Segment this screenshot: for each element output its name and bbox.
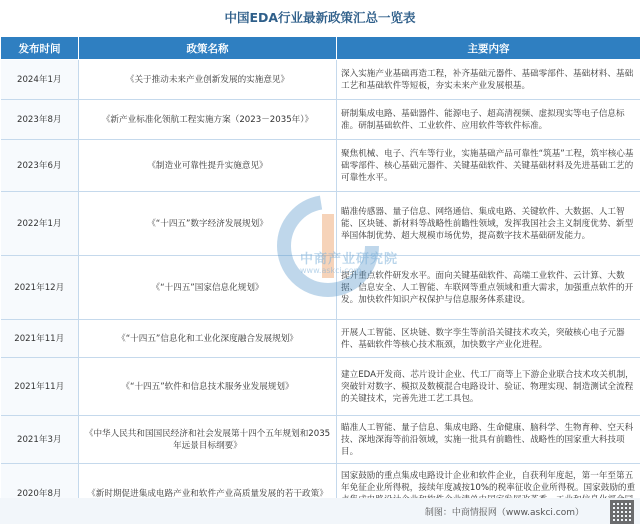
table-row [1,140,640,192]
table-title: 中国EDA行业最新政策汇总一览表 [0,0,640,36]
row-date: 2020年8月 [1,464,79,524]
table-row [1,416,640,464]
source-credit: 制图：中商情报网（www.askci.com） [424,508,584,518]
row-policy-name: 《“十四五”国家信息化规划》 [79,256,337,320]
watermark-url: www.askci.com [300,266,362,275]
row-content: 聚焦机械、电子、汽车等行业，实施基础产品可靠性“筑基”工程，筑牢核心基础零部件、核心基础元器件、关键基础软件、关键基础材料及先进基础工艺的可靠性水平。 [337,140,640,192]
row-content: 提升重点软件研发水平。面向关键基础软件、高端工业软件、云计算、大数据、信息安全、人工智能、车联网等重点领域和重大需求，加强重点软件的开发。加快软件知识产权保护与信息服务体系建设。 [337,256,640,320]
policy-table [0,36,640,524]
row-date: 2021年11月 [1,358,79,416]
table-row [1,320,640,358]
watermark-name: 中商产业研究院 [300,252,399,267]
header-date: 发布时间 [1,37,79,60]
header-name: 政策名称 [79,37,337,60]
row-date: 2021年3月 [1,416,79,464]
row-date: 2021年11月 [1,320,79,358]
row-date: 2023年8月 [1,100,79,140]
row-content: 研制集成电路、基础器件、能源电子、超高清视频、虚拟现实等电子信息标准。研制基础软件、工业软件、应用软件等软件标准。 [337,100,640,140]
row-policy-name: 《制造业可靠性提升实施意见》 [79,140,337,192]
table-row [1,60,640,100]
row-content: 瞄准传感器、量子信息、网络通信、集成电路、关键软件、大数据、人工智能、区块链、新材料等战略性前瞻性领域，发挥我国社会主义制度优势、新型举国体制优势、超大规模市场优势，提高数字技术基础研发能力。 [337,192,640,256]
row-policy-name: 《“十四五”数字经济发展规划》 [79,192,337,256]
row-content: 开展人工智能、区块链、数字孪生等前沿关键技术攻关，突破核心电子元器件、基础软件等核心技术瓶颈，加快数字产业化进程。 [337,320,640,358]
row-content: 深入实施产业基础再造工程，补齐基础元器件、基础零部件、基础材料、基础工艺和基础软件等短板，夯实未来产业发展根基。 [337,60,640,100]
row-policy-name: 《新产业标准化领航工程实施方案（2023－2035年）》 [79,100,337,140]
row-date: 2024年1月 [1,60,79,100]
row-content: 瞄准人工智能、量子信息、集成电路、生命健康、脑科学、生物育种、空天科技、深地深海等前沿领域，实施一批具有前瞻性、战略性的国家重大科技项目。 [337,416,640,464]
table-row [1,192,640,256]
header-content: 主要内容 [337,37,640,60]
row-content: 国家鼓励的重点集成电路设计企业和软件企业，自获利年度起，第一年至第五年免征企业所得税，接续年度减按10%的税率征收企业所得税。国家鼓励的重 [337,464,640,524]
row-policy-name: 《中华人民共和国国民经济和社会发展第十四个五年规划和2035年远景目标纲要》 [79,416,337,464]
source-footer [0,498,640,524]
row-policy-name: 《“十四五”软件和信息技术服务业发展规划》 [79,358,337,416]
row-policy-name: 《关于推动未来产业创新发展的实施意见》 [79,60,337,100]
row-date: 2023年6月 [1,140,79,192]
table-row [1,358,640,416]
row-content: 建立EDA开发商、芯片设计企业、代工厂商等上下游企业联合技术攻关机制，突破针对数字、模拟及数模混合电路设计、验证、物理实现、制造测试全流程的关键技术，完善先进工艺工具包。 [337,358,640,416]
row-date: 2022年1月 [1,192,79,256]
qr-code-icon [610,500,634,524]
row-policy-name: 《新时期促进集成电路产业和软件产业高质量发展的若干政策》 [79,464,337,524]
table-row [1,100,640,140]
row-date: 2021年12月 [1,256,79,320]
row-policy-name: 《“十四五”信息化和工业化深度融合发展规划》 [79,320,337,358]
header-row [1,37,640,60]
